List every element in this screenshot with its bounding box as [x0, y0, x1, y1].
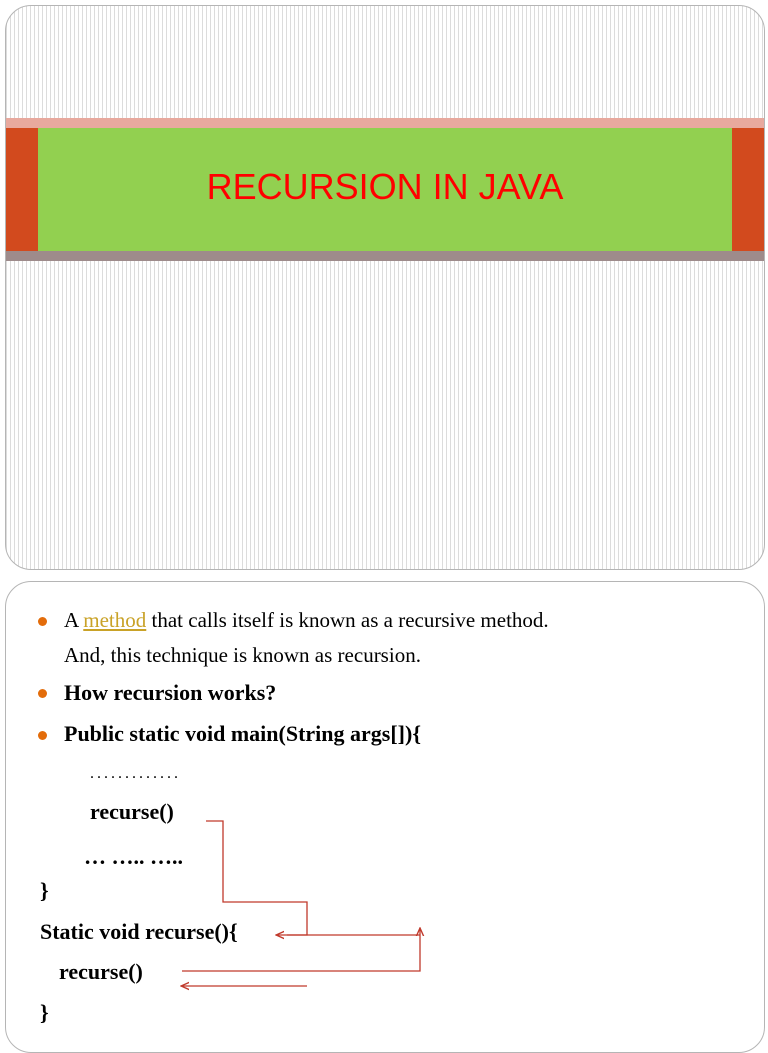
code-call-in-recurse: recurse() — [59, 959, 143, 984]
bullet-1-prefix: A — [64, 608, 84, 632]
code-close-recurse: } — [40, 1000, 49, 1025]
code-close-main: } — [40, 878, 49, 903]
code-method-decl: Static void recurse(){ — [40, 919, 238, 944]
bullet-1-suffix: that calls itself is known as a recursive method. — [146, 608, 549, 632]
title-band-top-stripe — [6, 118, 764, 128]
bullet-1-continuation: And, this technique is known as recursion. — [64, 643, 421, 667]
content-slide — [5, 581, 765, 1053]
bullet-3-text: Public static void main(String args[]){ — [64, 721, 421, 746]
method-link[interactable]: method — [83, 608, 147, 632]
title-band-bottom-stripe — [6, 251, 764, 261]
code-dots-bottom: … ….. ….. — [84, 844, 183, 869]
bullet-2-text: How recursion works? — [64, 680, 277, 705]
code-dots-top: ............. — [90, 765, 181, 782]
arrow-main-to-recurse — [206, 821, 307, 935]
slide-title: RECURSION IN JAVA — [206, 166, 564, 207]
code-call-in-main: recurse() — [90, 799, 174, 824]
title-slide — [5, 5, 765, 570]
call-flow-arrows — [6, 582, 764, 1052]
